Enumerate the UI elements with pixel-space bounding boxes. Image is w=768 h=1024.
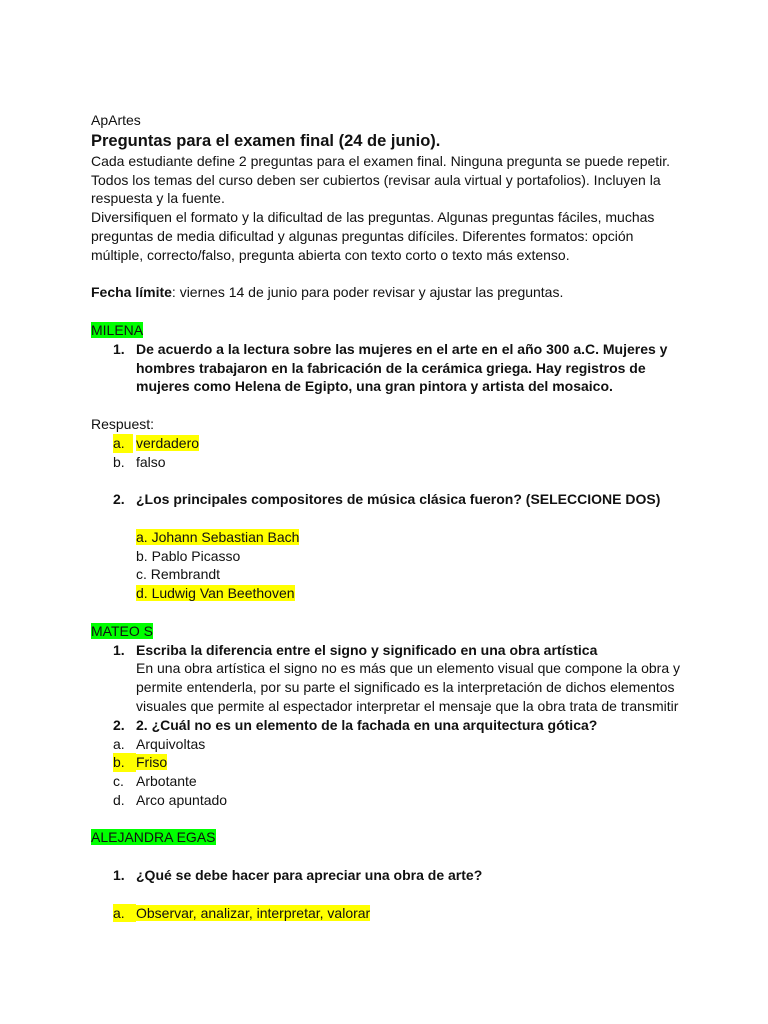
intro-line: preguntas de media dificultad y algunas preguntas difíciles. Diferentes formatos: opción [91, 227, 634, 244]
option-item [91, 791, 691, 810]
page-title: Preguntas para el examen final (24 de junio). [91, 131, 441, 150]
question-mateo-2 [91, 716, 691, 735]
question-milena-2 [91, 490, 691, 509]
option-letter: c. [113, 773, 124, 790]
answer-line: permite entenderla, por su parte el significado es la interpretación de dichos elementos [136, 679, 675, 696]
question-number: 1. [113, 867, 125, 884]
option-letter: a. [113, 904, 136, 923]
answer-line: visuales que permite al espectador interpretar el mensaje que la obra trata de transmitir [136, 697, 679, 714]
question-mateo-1 [91, 641, 691, 716]
option-letter: b. [113, 453, 125, 470]
intro-line: Cada estudiante define 2 preguntas para el examen final. Ninguna pregunta se puede repetir. [91, 152, 671, 169]
option-text: Arquivoltas [136, 735, 206, 752]
question-line: mujeres como Helena de Egipto, una gran pintora y artista del mosaico. [136, 378, 613, 395]
question-number: 2. [113, 491, 125, 508]
intro-line: Todos los temas del curso deben ser cubiertos (revisar aula virtual y portafolios). Incluyen la [91, 171, 661, 188]
option-letter: d. [113, 791, 125, 808]
question-line: hombres trabajaron en la fabricación de la cerámica griega. Hay registros de [136, 359, 646, 376]
question-text: ¿Los principales compositores de música clásica fueron? (SELECCIONE DOS) [136, 491, 661, 508]
question-number: 2. [113, 716, 125, 733]
answer-label: Respuest: [91, 415, 155, 432]
question-number: 1. [113, 641, 125, 658]
option-text-correct: Friso [136, 754, 168, 771]
deadline-line [91, 283, 691, 302]
option-text-correct: Observar, analizar, interpretar, valorar [136, 904, 371, 921]
question-text: 2. ¿Cuál no es un elemento de la fachada en una arquitectura gótica? [136, 716, 598, 733]
deadline-text: : viernes 14 de junio para poder revisar y ajustar las preguntas. [171, 284, 564, 301]
option-text: b. Pablo Picasso [136, 547, 241, 564]
option-text-correct: a. Johann Sebastian Bach [136, 528, 300, 545]
question-milena-1 [91, 340, 691, 396]
intro-paragraph [91, 152, 691, 265]
student-name-mateo: MATEO S [91, 622, 153, 639]
option-text: Arco apuntado [136, 791, 228, 808]
question-text: Escriba la diferencia entre el signo y significado en una obra artística [136, 641, 598, 658]
option-letter: a. [113, 735, 125, 752]
option-item [91, 904, 691, 923]
option-letter: b. [113, 753, 136, 772]
answer-line: En una obra artística el signo no es más que un elemento visual que compone la obra y [136, 660, 680, 677]
option-item [91, 434, 691, 453]
option-text: falso [136, 453, 166, 470]
deadline-label: Fecha límite [91, 284, 172, 301]
option-item [91, 772, 691, 791]
question-line: De acuerdo a la lectura sobre las mujeres en el arte en el año 300 a.C. Mujeres y [136, 340, 668, 357]
student-name-alejandra: ALEJANDRA EGAS [91, 829, 216, 846]
option-text: c. Rembrandt [136, 566, 221, 583]
intro-line: respuesta y la fuente. [91, 190, 225, 207]
option-item [91, 753, 691, 772]
question-number: 1. [113, 340, 125, 357]
question-text: ¿Qué se debe hacer para apreciar una obra de arte? [136, 867, 483, 884]
intro-line: Diversifiquen el formato y la dificultad de las preguntas. Algunas preguntas fáciles, muchas [91, 209, 655, 226]
option-letter: a. [113, 434, 133, 453]
course-label: ApArtes [91, 112, 141, 128]
student-name-milena: MILENA [91, 321, 144, 338]
option-text-correct: d. Ludwig Van Beethoven [136, 585, 295, 602]
option-text-correct: verdadero [136, 434, 200, 451]
document-body [91, 111, 691, 922]
option-item [91, 453, 691, 472]
option-item [91, 735, 691, 754]
intro-line: múltiple, correcto/falso, pregunta abierta con texto corto o texto más extenso. [91, 246, 570, 263]
option-text: Arbotante [136, 773, 197, 790]
question-alejandra-1 [91, 866, 691, 885]
